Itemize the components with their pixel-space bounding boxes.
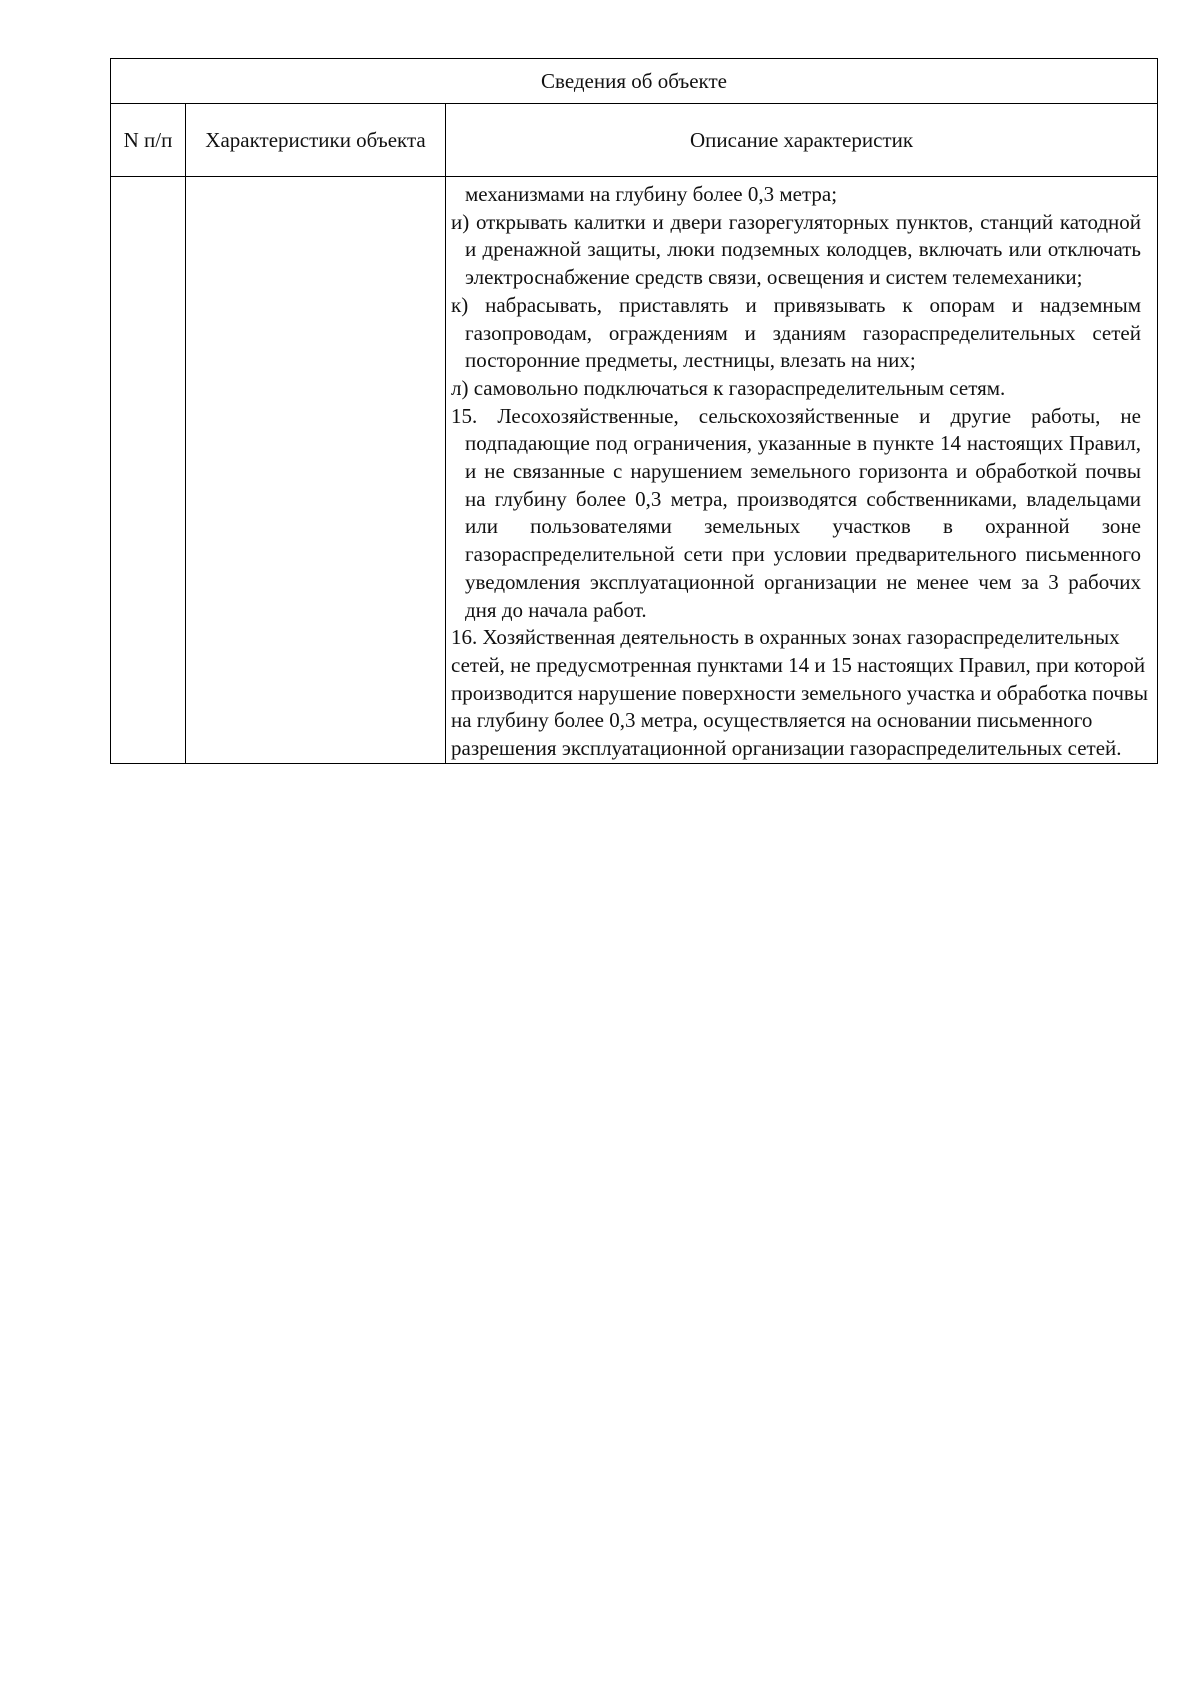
row-characteristics-cell bbox=[186, 177, 446, 764]
table-row bbox=[111, 177, 1158, 764]
description-paragraph: л) самовольно подключаться к газораспределительным сетям. bbox=[451, 375, 1006, 400]
table-header-row bbox=[111, 104, 1158, 177]
row-description-cell bbox=[446, 177, 1158, 764]
table-title-row bbox=[111, 59, 1158, 104]
header-description: Описание характеристик bbox=[446, 104, 1158, 177]
description-paragraph: механизмами на глубину более 0,3 метра; bbox=[465, 182, 838, 206]
object-info-table bbox=[110, 58, 1158, 764]
description-paragraph: к) набрасывать, приставлять и привязывать к опорам и надземным газопроводам, ограждениям и зданиям газораспределительных сетей посторонние предметы, лестницы, влезать на них; bbox=[451, 292, 1141, 373]
description-paragraph: и) открывать калитки и двери газорегуляторных пунктов, станций катодной и дренажной защиты, люки подземных колодцев, включать или отключать электроснабжение средств связи, освещения и систем телемеханики; bbox=[451, 209, 1141, 290]
row-number-cell bbox=[111, 177, 186, 764]
description-paragraph: 15. Лесохозяйственные, сельскохозяйственные и другие работы, не подпадающие под ограничения, указанные в пункте 14 настоящих Правил, и не связанные с нарушением земельного горизонта и обработкой почвы на глубину более 0,3 метра, производятся собственниками, владельцами или пользователями земельных участков в охранной зоне газораспределительной сети при условии предварительного письменного уведомления эксплуатационной организации не менее чем за 3 рабочих дня до начала работ. bbox=[451, 403, 1141, 622]
header-number: N п/п bbox=[111, 104, 186, 177]
table-title: Сведения об объекте bbox=[111, 59, 1158, 104]
description-paragraph: 16. Хозяйственная деятельность в охранных зонах газораспределительных сетей, не предусмотренная пунктами 14 и 15 настоящих Правил, при которой производится нарушение поверхности земельного участка и обработка почвы на глубину более 0,3 метра, осуществляется на основании письменного разрешения эксплуатационной организации газораспределительных сетей. bbox=[451, 625, 1148, 761]
header-characteristics: Характеристики объекта bbox=[186, 104, 446, 177]
